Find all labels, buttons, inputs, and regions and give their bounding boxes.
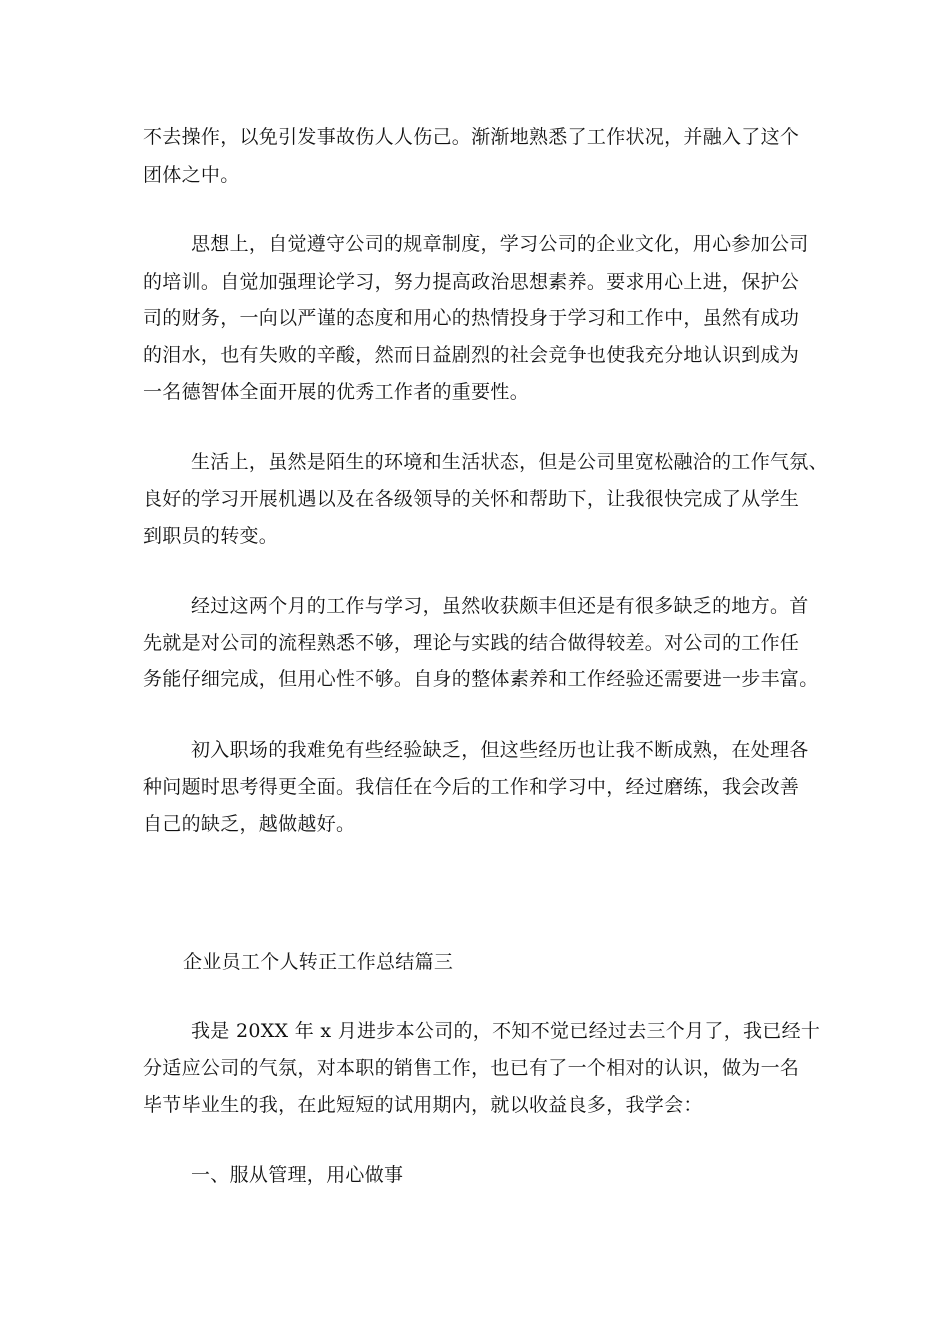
paragraph-line: 经过这两个月的工作与学习，虽然收获颇丰但还是有很多缺乏的地方。首 — [191, 595, 809, 617]
paragraph-line: 不去操作，以免引发事故伤人人伤己。渐渐地熟悉了工作状况，并融入了这个 — [143, 126, 800, 148]
paragraph-line: 先就是对公司的流程熟悉不够，理论与实践的结合做得较差。对公司的工作任 — [143, 632, 800, 654]
numbered-subheading: 一、服从管理，用心做事 — [191, 1164, 404, 1186]
paragraph-line: 自己的缺乏，越做越好。 — [143, 813, 356, 835]
paragraph-line: 分适应公司的气氛，对本职的销售工作，也已有了一个相对的认识，做为一名 — [143, 1057, 800, 1079]
paragraph-line: 我是 20XX 年 x 月进步本公司的，不知不觉已经过去三个月了，我已经十 — [191, 1020, 821, 1042]
paragraph-line: 种问题时思考得更全面。我信任在今后的工作和学习中，经过磨练，我会改善 — [143, 776, 800, 798]
paragraph-line: 团体之中。 — [143, 164, 240, 186]
paragraph-line: 的培训。自觉加强理论学习，努力提高政治思想素养。要求用心上进，保护公 — [143, 271, 800, 293]
paragraph-line: 务能仔细完成，但用心性不够。自身的整体素养和工作经验还需要进一步丰富。 — [143, 668, 819, 690]
paragraph-line: 良好的学习开展机遇以及在各级领导的关怀和帮助下，让我很快完成了从学生 — [143, 488, 800, 510]
paragraph-line: 毕节毕业生的我，在此短短的试用期内，就以收益良多，我学会： — [143, 1094, 703, 1116]
paragraph-line: 司的财务，一向以严谨的态度和用心的热情投身于学习和工作中，虽然有成功 — [143, 307, 800, 329]
paragraph-line: 一名德智体全面开展的优秀工作者的重要性。 — [143, 381, 530, 403]
section-title: 企业员工个人转正工作总结篇三 — [183, 951, 454, 973]
paragraph-line: 初入职场的我难免有些经验缺乏，但这些经历也让我不断成熟，在处理各 — [191, 739, 809, 761]
paragraph-line: 生活上，虽然是陌生的环境和生活状态，但是公司里宽松融洽的工作气氛、 — [191, 451, 828, 473]
paragraph-line: 到职员的转变。 — [143, 525, 279, 547]
paragraph-line: 的泪水，也有失败的辛酸，然而日益剧烈的社会竞争也使我充分地认识到成为 — [143, 344, 800, 366]
paragraph-line: 思想上，自觉遵守公司的规章制度，学习公司的企业文化，用心参加公司 — [191, 233, 809, 255]
